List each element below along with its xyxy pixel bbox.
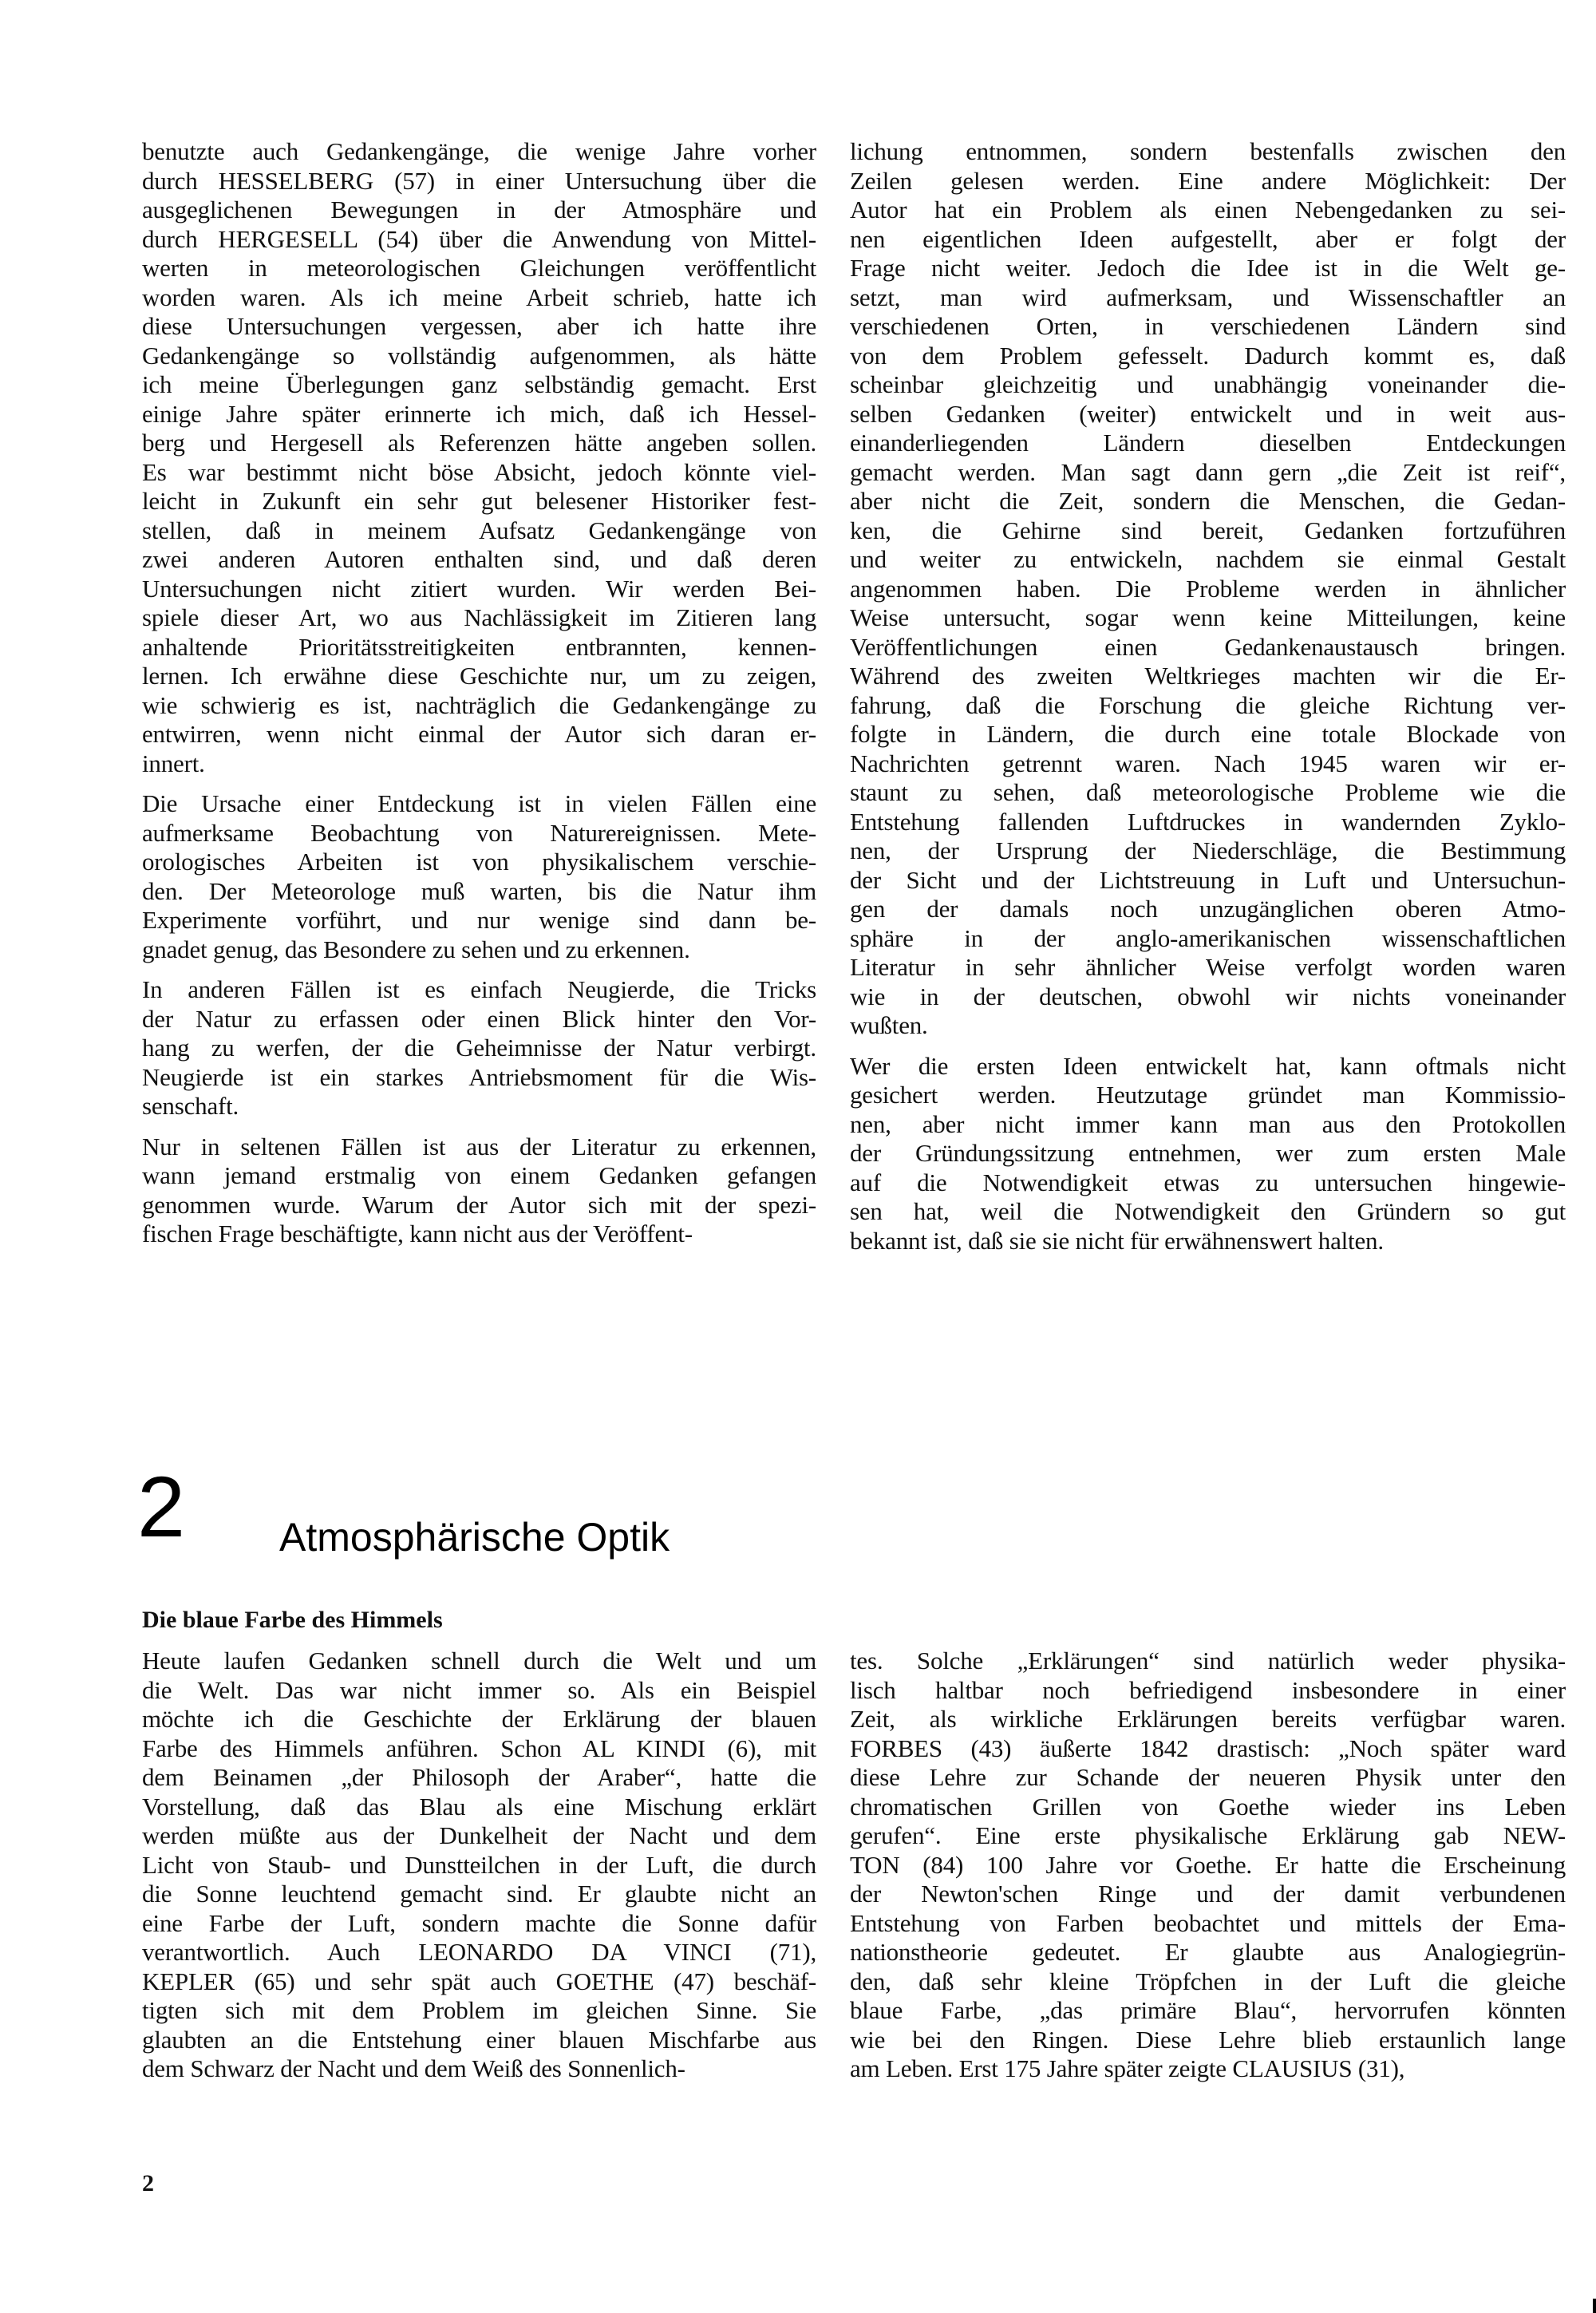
text-line: Nachrichten getrennt waren. Nach 1945 waren wir er-: [850, 749, 1566, 777]
text-line: Während des zweiten Weltkrieges machten wir die Er-: [850, 662, 1566, 690]
text-line: der Gründungssitzung entnehmen, wer zum ersten Male: [850, 1139, 1566, 1167]
text-line: innert.: [142, 749, 205, 777]
text-line: Farbe des Himmels anführen. Schon AL KINDI (6), mit: [142, 1734, 816, 1762]
text-line: Experimente vorführt, und nur wenige sind dann be-: [142, 906, 816, 934]
text-line: wie schwierig es ist, nachträglich die Gedankengänge zu: [142, 690, 816, 719]
text-line: fahrung, daß die Forschung die gleiche Richtung ver-: [850, 690, 1566, 719]
text-line: der Newton'schen Ringe und der damit verbundenen: [850, 1880, 1566, 1908]
text-line: TON (84) 100 Jahre vor Goethe. Er hatte die Erscheinung: [850, 1850, 1566, 1879]
text-line: von dem Problem gefesselt. Dadurch kommt es, daß: [850, 341, 1566, 370]
text-line: gesichert werden. Heutzutage gründet man Kommissio-: [850, 1081, 1566, 1109]
text-line: worden waren. Als ich meine Arbeit schrieb, hatte ich: [142, 283, 816, 311]
text-line: nen, aber nicht immer kann man aus den Protokollen: [850, 1109, 1566, 1138]
text-line: diese Lehre zur Schande der neueren Physik unter den: [850, 1763, 1566, 1791]
text-line: Nur in seltenen Fällen ist aus der Literatur zu erkennen,: [142, 1132, 816, 1160]
text-line: angenommen haben. Die Probleme werden in ähnlicher: [850, 574, 1566, 603]
text-line: der Sicht und der Lichtstreuung in Luft und Untersuchun-: [850, 865, 1566, 894]
text-line: lernen. Ich erwähne diese Geschichte nur, um zu zeigen,: [142, 662, 816, 690]
text-line: sphäre in der anglo-amerikanischen wissenschaftlichen: [850, 923, 1566, 952]
text-line: möchte ich die Geschichte der Erklärung der blauen: [142, 1705, 816, 1733]
paragraph: [142, 975, 816, 1121]
text-line: nationstheorie gedeutet. Er glaubte aus Analogiegrün-: [850, 1938, 1566, 1966]
text-line: zwei anderen Autoren enthalten sind, und daß deren: [142, 545, 816, 573]
text-line: den. Der Meteorologe muß warten, bis die Natur ihm: [142, 876, 816, 905]
text-line: Neugierde ist ein starkes Antriebsmoment für die Wis-: [142, 1062, 816, 1091]
text-line: Die Ursache einer Entdeckung ist in vielen Fällen eine: [142, 789, 816, 817]
text-line: folgte in Ländern, die durch eine totale Blockade von: [850, 720, 1566, 748]
text-line: Es war bestimmt nicht böse Absicht, jedoch könnte viel-: [142, 457, 816, 486]
text-line: Veröffentlichungen einen Gedankenaustausch bringen.: [850, 632, 1566, 661]
top-right-column: [850, 137, 1566, 1267]
text-line: den, daß sehr kleine Tröpfchen in der Luft die gleiche: [850, 1967, 1566, 1995]
text-line: tes. Solche „Erklärungen“ sind natürlich weder physika-: [850, 1647, 1566, 1674]
text-line: hang zu werfen, der die Geheimnisse der Natur verbirgt.: [142, 1034, 816, 1062]
page-number: 2: [142, 2170, 154, 2196]
text-line: gen der damals noch unzugänglichen oberen Atmo-: [850, 895, 1566, 923]
text-line: gerufen“. Eine erste physikalische Erklärung gab NEW-: [850, 1821, 1566, 1849]
paragraph: [850, 1647, 1566, 2084]
text-line: tigten sich mit dem Problem im gleichen Sinne. Sie: [142, 1996, 816, 2024]
section-right-column: [850, 1647, 1566, 2095]
paragraph: [142, 789, 816, 964]
text-line: Entstehung fallenden Luftdruckes in wandernden Zyklo-: [850, 807, 1566, 836]
section-heading: Die blaue Farbe des Himmels: [142, 1607, 443, 1633]
text-line: einanderliegenden Ländern dieselben Entdeckungen: [850, 429, 1566, 457]
text-line: ken, die Gehirne sind bereit, Gedanken fortzuführen: [850, 516, 1566, 544]
text-line: scheinbar gleichzeitig und unabhängig voneinander die-: [850, 370, 1566, 398]
text-line: blaue Farbe, „das primäre Blau“, hervorrufen könnten: [850, 1996, 1566, 2024]
text-line: KEPLER (65) und sehr spät auch GOETHE (47) beschäf-: [142, 1967, 816, 1995]
paragraph: [142, 1647, 816, 2084]
text-line: nen eigentlichen Ideen aufgestellt, aber er folgt der: [850, 224, 1566, 253]
text-line: der Natur zu erfassen oder einen Blick hinter den Vor-: [142, 1004, 816, 1033]
text-line: leicht in Zukunft ein sehr gut belesener Historiker fest-: [142, 487, 816, 515]
section-left-column: [142, 1647, 816, 2095]
text-line: Licht von Staub- und Dunstteilchen in der Luft, die durch: [142, 1850, 816, 1879]
text-line: Autor hat ein Problem als einen Nebengedanken zu sei-: [850, 196, 1566, 223]
text-line: Wer die ersten Ideen entwickelt hat, kann oftmals nicht: [850, 1051, 1566, 1080]
text-line: stellen, daß in meinem Aufsatz Gedankengänge von: [142, 516, 816, 544]
text-line: Entstehung von Farben beobachtet und mittels der Ema-: [850, 1908, 1566, 1937]
text-line: lichung entnommen, sondern bestenfalls zwischen den: [850, 137, 1566, 165]
text-line: glaubten an die Entstehung einer blauen Mischfarbe aus: [142, 2025, 816, 2054]
chapter-title: Atmosphärische Optik: [279, 1515, 670, 1560]
paragraph: [142, 137, 816, 778]
scan-edge-mark: [1593, 2299, 1596, 2313]
text-line: diese Untersuchungen vergessen, aber ich hatte ihre: [142, 312, 816, 340]
text-line: wie in der deutschen, obwohl wir nichts voneinander: [850, 982, 1566, 1010]
text-line: verantwortlich. Auch LEONARDO DA VINCI (71),: [142, 1938, 816, 1966]
text-line: genommen wurde. Warum der Autor sich mit der spezi-: [142, 1190, 816, 1219]
text-line: anhaltende Prioritätsstreitigkeiten entbrannten, kennen-: [142, 632, 816, 661]
text-line: Untersuchungen nicht zitiert wurden. Wir werden Bei-: [142, 574, 816, 603]
text-line: staunt zu sehen, daß meteorologische Probleme wie die: [850, 778, 1566, 806]
text-line: FORBES (43) äußerte 1842 drastisch: „Noch später ward: [850, 1734, 1566, 1762]
text-line: verschiedenen Orten, in verschiedenen Ländern sind: [850, 312, 1566, 340]
text-line: Zeilen gelesen werden. Eine andere Möglichkeit: Der: [850, 166, 1566, 195]
text-line: Zeit, als wirkliche Erklärungen bereits verfügbar waren.: [850, 1705, 1566, 1733]
text-line: ich meine Überlegungen ganz selbständig gemacht. Erst: [142, 370, 816, 398]
text-line: die Sonne leuchtend gemacht sind. Er glaubte nicht an: [142, 1880, 816, 1908]
text-line: wann jemand erstmalig von einem Gedanken gefangen: [142, 1161, 816, 1189]
paragraph: [850, 1052, 1566, 1256]
text-line: wußten.: [850, 1011, 928, 1039]
text-line: setzt, man wird aufmerksam, und Wissenschaftler an: [850, 283, 1566, 311]
text-line: dem Schwarz der Nacht und dem Weiß des Sonnenlich-: [142, 2054, 685, 2082]
paragraph: [142, 1133, 816, 1249]
text-line: aufmerksame Beobachtung von Naturereignissen. Mete-: [142, 818, 816, 847]
top-left-column: [142, 137, 816, 1260]
text-line: benutzte auch Gedankengänge, die wenige Jahre vorher: [142, 137, 816, 165]
text-line: Weise untersucht, sogar wenn keine Mitteilungen, keine: [850, 603, 1566, 631]
text-line: und weiter zu entwickeln, nachdem sie einmal Gestalt: [850, 545, 1566, 573]
text-line: Vorstellung, daß das Blau als eine Mischung erklärt: [142, 1792, 816, 1821]
paragraph: [850, 137, 1566, 1041]
text-line: orologisches Arbeiten ist von physikalischem verschie-: [142, 848, 816, 876]
text-line: entwirren, wenn nicht einmal der Autor sich daran er-: [142, 720, 816, 748]
text-line: Heute laufen Gedanken schnell durch die Welt und um: [142, 1647, 816, 1674]
text-line: durch HERGESELL (54) über die Anwendung von Mittel-: [142, 224, 816, 253]
text-line: aber nicht die Zeit, sondern die Menschen, die Gedan-: [850, 487, 1566, 515]
text-line: fischen Frage beschäftigte, kann nicht aus der Veröffent-: [142, 1220, 693, 1247]
text-line: spiele dieser Art, wo aus Nachlässigkeit im Zitieren lang: [142, 603, 816, 631]
text-line: Frage nicht weiter. Jedoch die Idee ist in die Welt ge-: [850, 254, 1566, 282]
text-line: dem Beinamen „der Philosoph der Araber“, hatte die: [142, 1763, 816, 1791]
text-line: lisch haltbar noch befriedigend insbesondere in einer: [850, 1675, 1566, 1704]
text-line: einige Jahre später erinnerte ich mich, daß ich Hessel-: [142, 399, 816, 428]
text-line: am Leben. Erst 175 Jahre später zeigte CLAUSIUS (31),: [850, 2054, 1405, 2082]
text-line: chromatischen Grillen von Goethe wieder ins Leben: [850, 1792, 1566, 1821]
text-line: gnadet genug, das Besondere zu sehen und zu erkennen.: [142, 935, 690, 963]
text-line: bekannt ist, daß sie sie nicht für erwähnenswert halten.: [850, 1226, 1384, 1255]
text-line: sen hat, weil die Notwendigkeit den Gründern so gut: [850, 1197, 1566, 1225]
text-line: eine Farbe der Luft, sondern machte die Sonne dafür: [142, 1908, 816, 1937]
text-line: werden müßte aus der Dunkelheit der Nacht und dem: [142, 1821, 816, 1849]
text-line: wie bei den Ringen. Diese Lehre blieb erstaunlich lange: [850, 2025, 1566, 2054]
text-line: ausgeglichenen Bewegungen in der Atmosphäre und: [142, 196, 816, 223]
text-line: die Welt. Das war nicht immer so. Als ein Beispiel: [142, 1675, 816, 1704]
chapter-number: 2: [137, 1458, 186, 1555]
text-line: selben Gedanken (weiter) entwickelt und in weit aus-: [850, 399, 1566, 428]
text-line: In anderen Fällen ist es einfach Neugierde, die Tricks: [142, 975, 816, 1003]
text-line: nen, der Ursprung der Niederschläge, die Bestimmung: [850, 836, 1566, 864]
text-line: Gedankengänge so vollständig aufgenommen, als hätte: [142, 341, 816, 370]
text-line: berg und Hergesell als Referenzen hätte angeben sollen.: [142, 429, 816, 457]
text-line: durch HESSELBERG (57) in einer Untersuchung über die: [142, 166, 816, 195]
text-line: senschaft.: [142, 1092, 239, 1120]
text-line: gemacht werden. Man sagt dann gern „die Zeit ist reif“,: [850, 457, 1566, 486]
text-line: werten in meteorologischen Gleichungen veröffentlicht: [142, 254, 816, 282]
text-line: auf die Notwendigkeit etwas zu untersuchen hingewie-: [850, 1168, 1566, 1196]
text-line: Literatur in sehr ähnlicher Weise verfolgt worden waren: [850, 953, 1566, 981]
